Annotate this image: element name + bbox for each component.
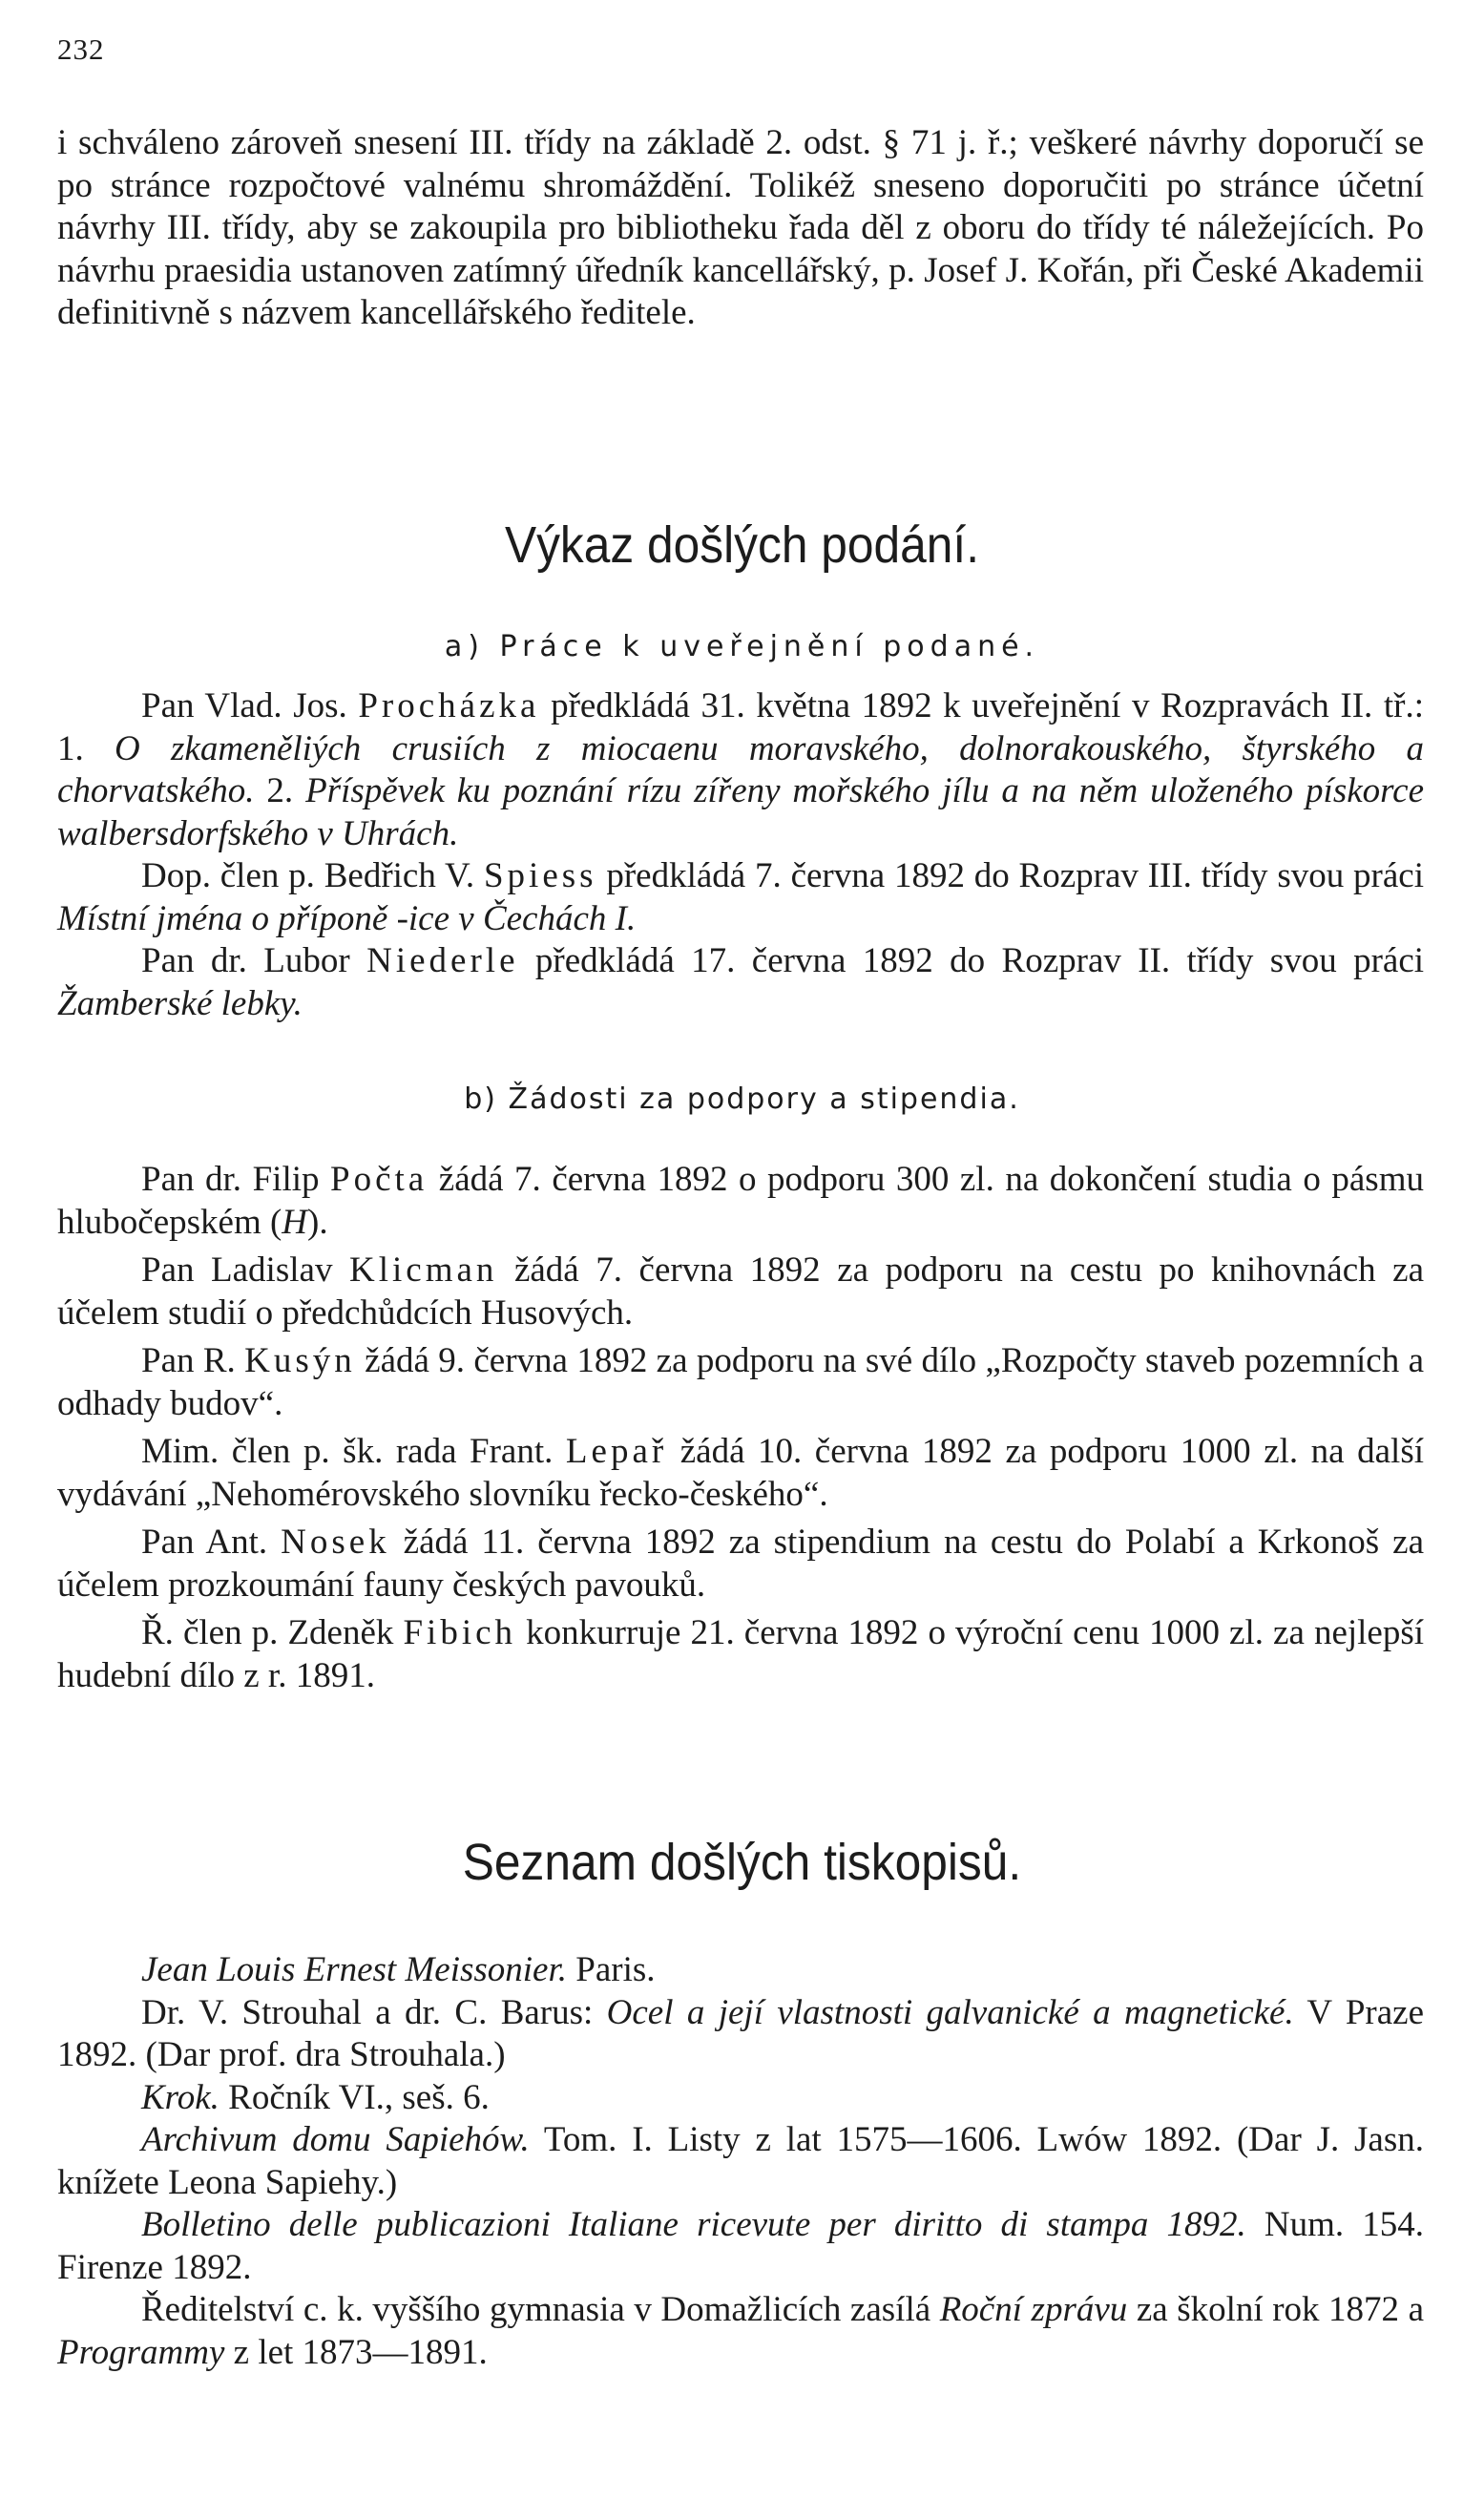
work-title: Žamberské lebky. bbox=[57, 983, 303, 1023]
author-name: Klicman bbox=[349, 1250, 498, 1290]
submissions-list bbox=[57, 685, 1424, 1025]
list-item: Bolletino delle publicazioni Italiane ricevute per diritto di stampa 1892. Num. 154. Firenze 1892. bbox=[57, 2205, 1424, 2287]
work-title: Archivum domu Sapiehów. bbox=[141, 2120, 530, 2159]
author-name: Niederle bbox=[366, 941, 519, 980]
intro-block bbox=[57, 122, 1424, 335]
work-title: Ocel a její vlastnosti galvanické a magnetické. bbox=[606, 1992, 1294, 2032]
author-name: Fibich bbox=[403, 1613, 517, 1652]
work-title: Programmy bbox=[57, 2332, 225, 2372]
author-name: Nosek bbox=[281, 1523, 390, 1562]
list-item: Krok. Ročník VI., seš. 6. bbox=[141, 2077, 490, 2117]
list-item: Dop. člen p. Bedřich V. Spiess předkládá 7. června 1892 do Rozprav III. třídy svou práci Místní jména o příponě -ice v Čechách I. bbox=[57, 856, 1424, 938]
list-item: Jean Louis Ernest Meissonier. Paris. bbox=[141, 1950, 656, 1989]
author-name: Počta bbox=[330, 1160, 428, 1199]
list-item: Dr. V. Strouhal a dr. C. Barus: Ocel a její vlastnosti galvanické a magnetické. V Praze 1892. (Dar prof. dra Strouhala.) bbox=[57, 1992, 1424, 2074]
work-title: Krok. bbox=[141, 2077, 219, 2117]
work-title: Místní jména o příponě -ice v Čechách I. bbox=[57, 898, 637, 938]
work-title: Bolletino delle publicazioni Italiane ricevute per diritto di stampa 1892. bbox=[141, 2205, 1246, 2244]
list-item: Pan Ladislav Klicman žádá 7. června 1892 za podporu na cestu po knihovnách za účelem studií o předchůdcích Husových. bbox=[57, 1250, 1425, 1333]
work-title: O zkameněliých crusiích z miocaenu moravského, dolnorakouského, štyrského a chorvatského. bbox=[57, 728, 1425, 810]
list-item: Mim. člen p. šk. rada Frant. Lepař žádá 10. června 1892 za podporu 1000 zl. na další vydávání „Nehomérovského slovníku řecko-českého“. bbox=[57, 1432, 1425, 1514]
author-name: Lepař bbox=[565, 1432, 668, 1471]
list-item: Pan Vlad. Jos. Procházka předkládá 31. května 1892 k uveřejnění v Rozpravách II. tř.: 1. O zkameněliých crusiích z miocaenu moravského, dolnorakouského, štyrského a chorvatského. 2. Příspěvek ku poznání rízu zířeny mořského jílu a na něm uloženého pískorce walbersdorfského v Uhrách. bbox=[57, 686, 1425, 853]
list-item: Pan dr. Filip Počta žádá 7. června 1892 o podporu 300 zl. na dokončení studia o pásmu hlubočepském (H). bbox=[57, 1160, 1424, 1242]
author-name: Kusýn bbox=[244, 1341, 356, 1380]
list-item: Pan Ant. Nosek žádá 11. června 1892 za stipendium na cestu do Polabí a Krkonoš za účelem prozkoumání fauny českých pavouků. bbox=[57, 1523, 1425, 1605]
list-item: Pan dr. Lubor Niederle předkládá 17. června 1892 do Rozprav II. třídy svou práci Žamberské lebky. bbox=[57, 941, 1425, 1023]
list-item: Ředitelství c. k. vyššího gymnasia v Domažlicích zasílá Roční zprávu za školní rok 1872 a Programmy z let 1873—1891. bbox=[57, 2290, 1425, 2372]
work-title: Roční zprávu bbox=[939, 2290, 1128, 2329]
work-title: Příspěvek ku poznání rízu zířeny mořského jílu a na něm uloženého pískorce walbersdorfského v Uhrách. bbox=[57, 771, 1425, 853]
publications-list bbox=[57, 1949, 1424, 2374]
requests-list bbox=[57, 1159, 1424, 1697]
author-name: Procházka bbox=[358, 686, 540, 725]
work-title: Jean Louis Ernest Meissonier. bbox=[141, 1950, 568, 1989]
list-item: Pan R. Kusýn žádá 9. června 1892 za podporu na své dílo „Rozpočty staveb pozemních a odhady budov“. bbox=[57, 1341, 1425, 1423]
subsection-title-b: b) Žádosti za podpory a stipendia. bbox=[464, 1082, 1020, 1116]
intro-paragraph: i schváleno zároveň snesení III. třídy na základě 2. odst. § 71 j. ř.; veškeré návrhy doporučí se po stránce rozpočtové valnému shromáždění. Tolikéž sneseno doporučiti po stránce účetní návrhy III. třídy, aby se zakoupila pro bibliotheku řada děl z oboru do třídy té náležejících. Po návrhu praesidia ustanoven zatímný úředník kancellářský, p. Josef J. Kořán, při České Akademii definitivně s názvem kancellářského ředitele. bbox=[57, 123, 1424, 332]
work-title: H bbox=[282, 1202, 308, 1242]
page-number: 232 bbox=[57, 32, 105, 66]
section-title-seznam: Seznam došlých tiskopisů. bbox=[462, 1834, 1022, 1891]
list-item: Archivum domu Sapiehów. Tom. I. Listy z lat 1575—1606. Lwów 1892. (Dar J. Jasn. knížete Leona Sapiehy.) bbox=[57, 2120, 1425, 2202]
list-item: Ř. člen p. Zdeněk Fibich konkurruje 21. června 1892 o výroční cenu 1000 zl. za nejlepší hudební dílo z r. 1891. bbox=[57, 1613, 1425, 1695]
author-name: Spiess bbox=[483, 856, 597, 895]
subsection-title-a: a) Práce k uveřejnění podané. bbox=[444, 630, 1040, 663]
section-title-vykaz: Výkaz došlých podání. bbox=[504, 516, 980, 574]
